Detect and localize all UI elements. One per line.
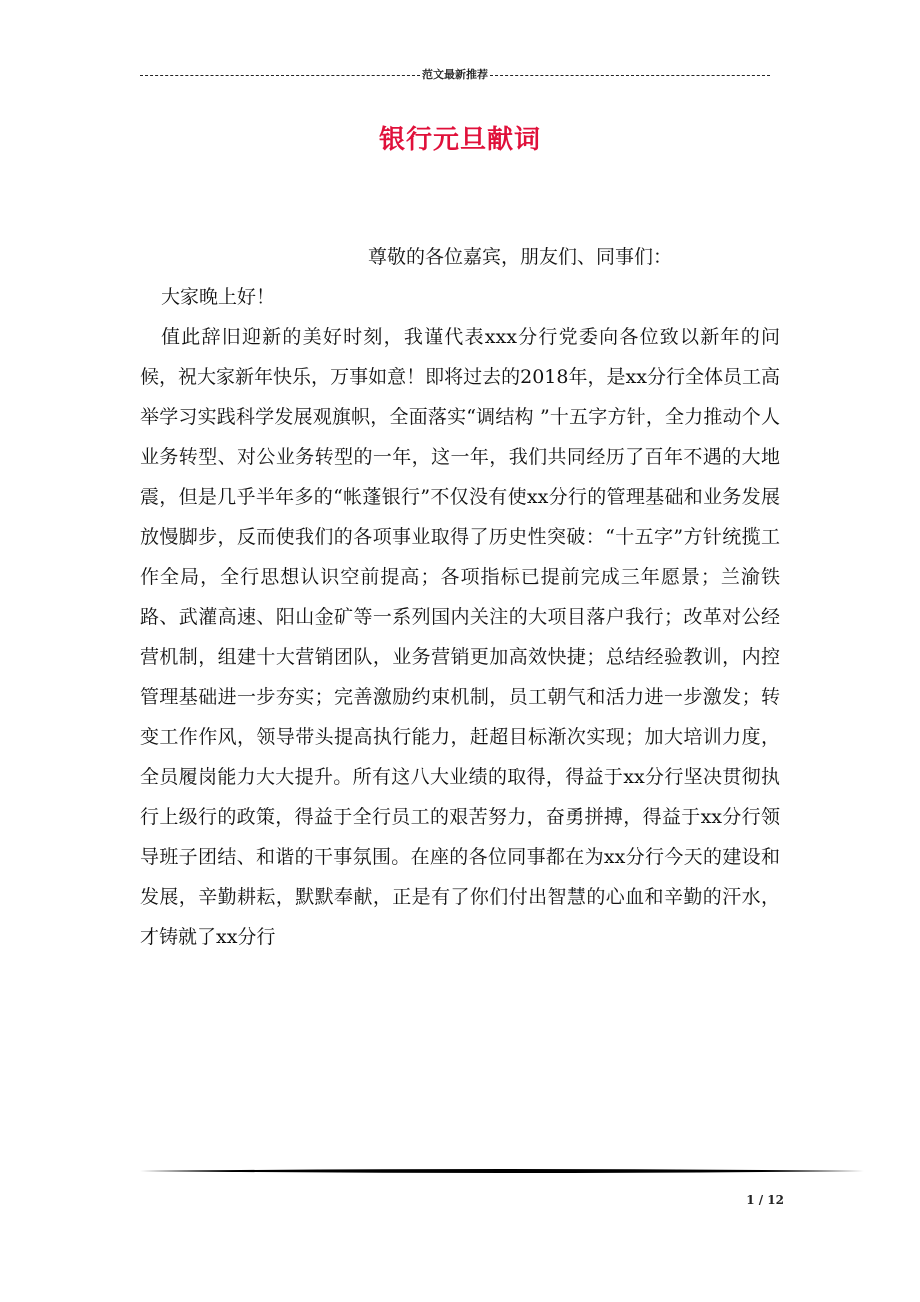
document-body <box>140 237 780 957</box>
body-paragraph: 值此辞旧迎新的美好时刻，我谨代表xxx分行党委向各位致以新年的问候，祝大家新年快乐，万事如意！即将过去的2018年，是xx分行全体员工高举学习实践科学发展观旗帜，全面落实“调结构 ”十五字方针，全力推动个人业务转型、对公业务转型的一年，这一年，我们共同经历了百年不遇的大地震，但是几乎半年多的“帐蓬银行”不仅没有使xx分行的管理基础和业务发展放慢脚步，反而使我们的各项事业取得了历史性突破：“十五字”方针统揽工作全局，全行思想认识空前提高；各项指标已提前完成三年愿景；兰渝铁路、武灌高速、阳山金矿等一系列国内关注的大项目落户我行；改革对公经营机制，组建十大营销团队，业务营销更加高效快捷；总结经验教训，内控管理基础进一步夯实；完善激励约束机制，员工朝气和活力进一步激发；转变工作作风，领导带头提高执行能力，赶超目标渐次实现；加大培训力度，全员履岗能力大大提升。所有这八大业绩的取得，得益于xx分行坚决贯彻执行上级行的政策，得益于全行员工的艰苦努力，奋勇拼搏，得益于xx分行领导班子团结、和谐的干事氛围。在座的各位同事都在为xx分行今天的建设和发展，辛勤耕耘，默默奉献，正是有了你们付出智慧的心血和辛勤的汗水，才铸就了xx分行 <box>140 326 780 948</box>
document-title: 银行元旦献词 <box>378 125 541 155</box>
header-banner <box>140 68 770 82</box>
greeting-line: 尊敬的各位嘉宾，朋友们、同事们： <box>367 246 672 268</box>
footer-divider <box>140 1168 864 1174</box>
header-dash-left <box>140 75 420 76</box>
salutation-line: 大家晚上好！ <box>161 286 276 308</box>
page-number: 1 / 12 <box>746 1193 784 1207</box>
header-dash-right <box>490 75 770 76</box>
header-label: 范文最新推荐 <box>422 68 488 81</box>
